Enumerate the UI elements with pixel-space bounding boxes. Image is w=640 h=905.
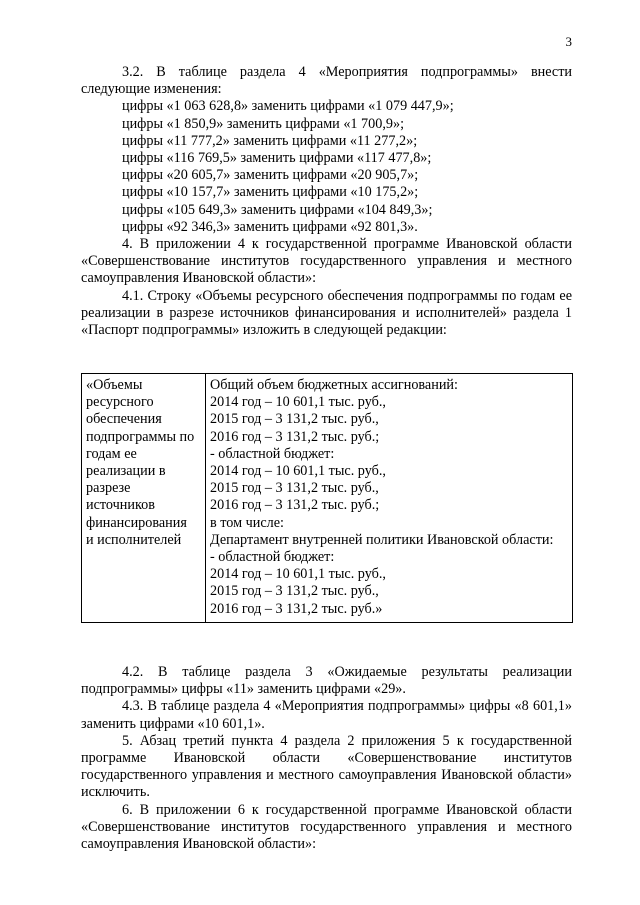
content-line: 2014 год – 10 601,1 тыс. руб., xyxy=(210,463,386,480)
label-line: обеспечения xyxy=(86,411,162,428)
content-line: в том числе: xyxy=(210,514,284,531)
change-item: цифры «10 157,7» заменить цифрами «10 175,2»; xyxy=(122,184,419,201)
label-line: и исполнителей xyxy=(86,531,182,548)
content-line: - областной бюджет: xyxy=(210,445,335,462)
label-line: реализации в xyxy=(86,463,166,480)
label-line: годам ее xyxy=(86,445,137,462)
paragraph-5: 5. Абзац третий пункта 4 раздела 2 приложения 5 к государственной программе Ивановской области «Совершенствование институтов государственного управления и местного самоуправления Ивановской области» исключить. xyxy=(81,732,572,801)
change-item: цифры «1 850,9» заменить цифрами «1 700,9»; xyxy=(122,115,405,132)
content-line: - областной бюджет: xyxy=(210,549,335,566)
content-line: Департамент внутренней политики Ивановской области: xyxy=(210,531,554,548)
change-item: цифры «92 346,3» заменить цифрами «92 801,3». xyxy=(122,218,418,235)
paragraph-4-3: 4.3. В таблице раздела 4 «Мероприятия подпрограммы» цифры «8 601,1» заменить цифрами «10 601,1». xyxy=(81,698,572,732)
label-line: финансирования xyxy=(86,514,187,531)
change-item: цифры «20 605,7» заменить цифрами «20 905,7»; xyxy=(122,167,419,184)
changes-list xyxy=(81,98,572,236)
content-line: 2015 год – 3 131,2 тыс. руб., xyxy=(210,480,379,497)
content-line: 2014 год – 10 601,1 тыс. руб., xyxy=(210,566,386,583)
paragraph-4-2: 4.2. В таблице раздела 3 «Ожидаемые результаты реализации подпрограммы» цифры «11» заменить цифрами «29». xyxy=(81,664,572,698)
paragraph-4-1: 4.1. Строку «Объемы ресурсного обеспечения подпрограммы по годам ее реализации в разрезе источников финансирования и исполнителей» раздела 1 «Паспорт подпрограммы» изложить в следующей редакции: xyxy=(81,287,572,339)
content-line: 2015 год – 3 131,2 тыс. руб., xyxy=(210,411,379,428)
upper-text-block xyxy=(81,64,572,339)
content-line: 2014 год – 10 601,1 тыс. руб., xyxy=(210,394,386,411)
paragraph-3-2: 3.2. В таблице раздела 4 «Мероприятия подпрограммы» внести следующие изменения: xyxy=(81,64,572,98)
paragraph-4: 4. В приложении 4 к государственной программе Ивановской области «Совершенствование институтов государственного управления и местного самоуправления Ивановской области»: xyxy=(81,236,572,287)
content-line: 2015 год – 3 131,2 тыс. руб., xyxy=(210,583,379,600)
change-item: цифры «116 769,5» заменить цифрами «117 477,8»; xyxy=(122,150,432,167)
table-row xyxy=(82,374,573,623)
content-line: 2016 год – 3 131,2 тыс. руб.» xyxy=(210,600,383,617)
label-line: ресурсного xyxy=(86,394,154,411)
content-line: Общий объем бюджетных ассигнований: xyxy=(210,377,458,393)
paragraph-6: 6. В приложении 6 к государственной программе Ивановской области «Совершенствование институтов государственного управления и местного самоуправления Ивановской области»: xyxy=(81,801,572,853)
change-item: цифры «1 063 628,8» заменить цифрами «1 079 447,9»; xyxy=(122,98,454,115)
label-line: источников xyxy=(86,497,155,514)
content-line: 2016 год – 3 131,2 тыс. руб.; xyxy=(210,428,380,445)
change-item: цифры «105 649,3» заменить цифрами «104 849,3»; xyxy=(122,201,433,218)
resource-table xyxy=(81,373,573,623)
lower-text-block xyxy=(81,664,572,853)
label-line: подпрограммы по xyxy=(86,428,195,445)
content-cell xyxy=(206,374,573,623)
label-cell xyxy=(82,374,206,623)
page-number: 3 xyxy=(565,34,572,49)
change-item: цифры «11 777,2» заменить цифрами «11 277,2»; xyxy=(122,132,418,149)
label-line: «Объемы xyxy=(86,377,143,393)
label-line: разрезе xyxy=(86,480,131,497)
content-line: 2016 год – 3 131,2 тыс. руб.; xyxy=(210,497,380,514)
